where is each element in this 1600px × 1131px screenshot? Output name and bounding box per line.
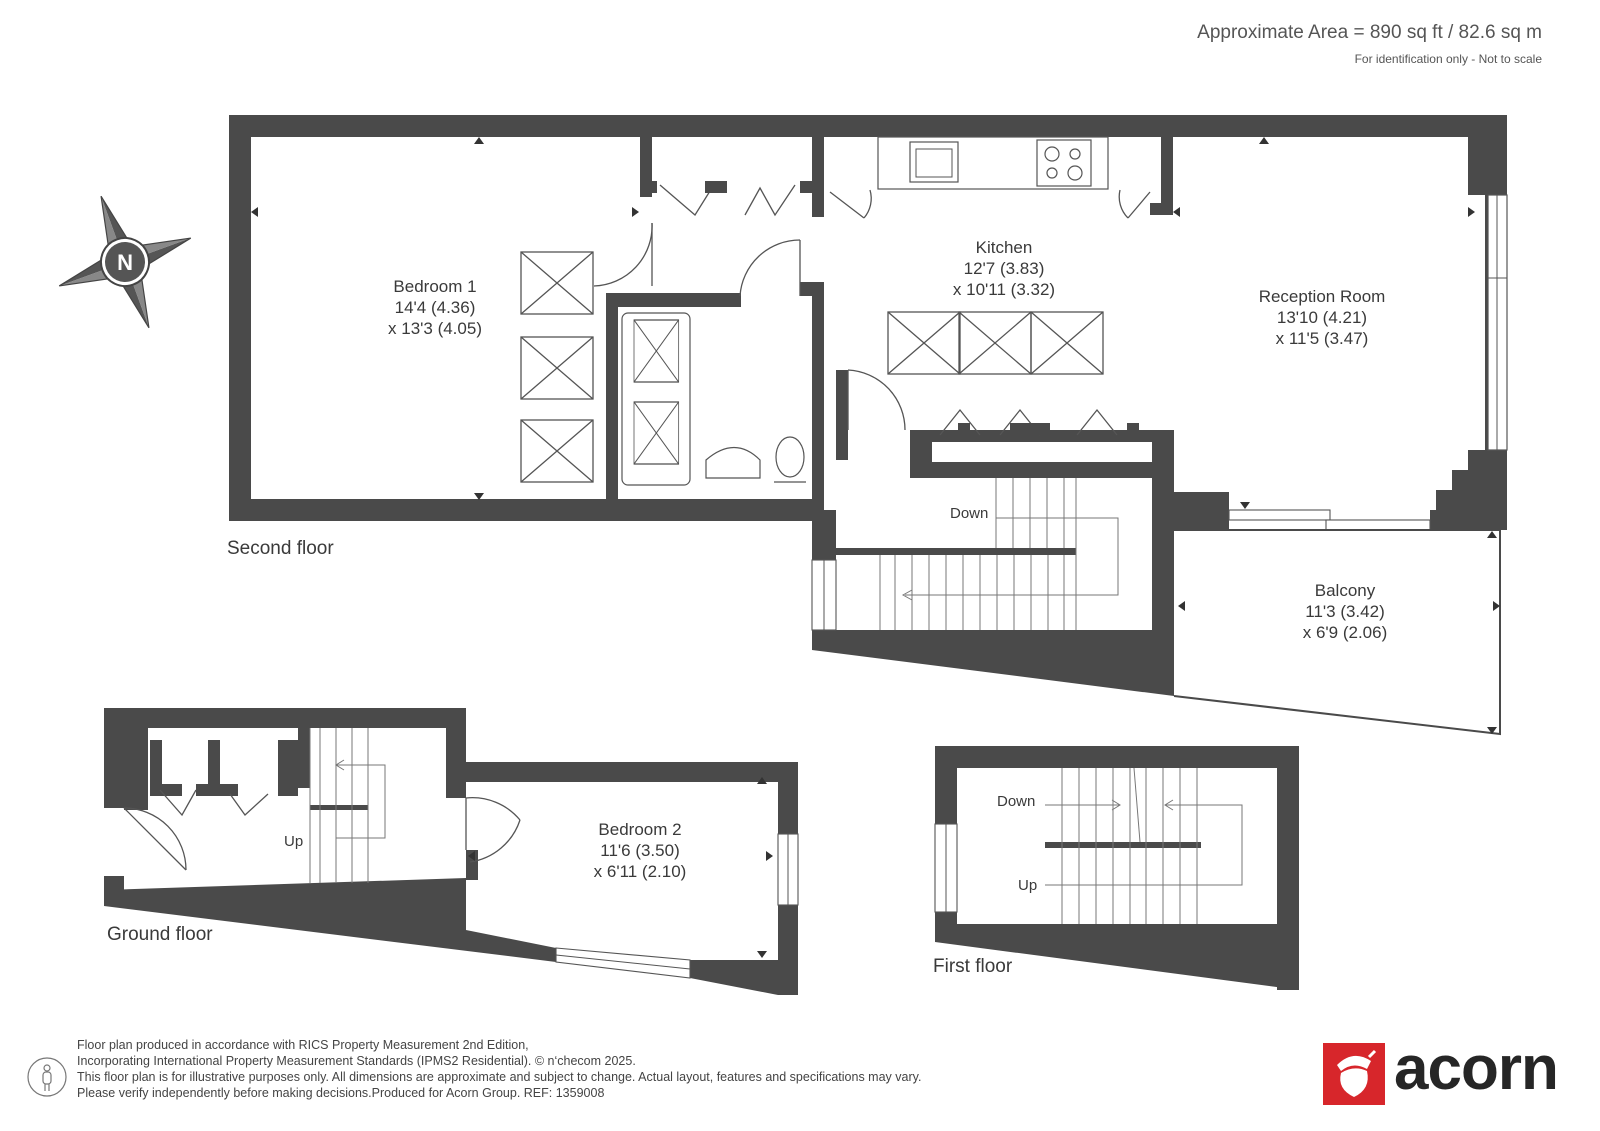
kitchen-skylights bbox=[888, 312, 1103, 374]
hob bbox=[1037, 140, 1091, 186]
acorn-logo-text: acorn bbox=[1394, 1034, 1558, 1103]
first-floor-walls bbox=[935, 746, 1299, 990]
balcony-name: Balcony bbox=[1314, 581, 1376, 600]
ground-floor-plan bbox=[104, 708, 798, 995]
footer-line-3: This floor plan is for illustrative purposes only. All dimensions are approximate and subject to change. Actual layout, features and specifications may vary. bbox=[77, 1070, 922, 1084]
second-floor-plan bbox=[227, 115, 1507, 734]
first-floor-label: First floor bbox=[933, 956, 1013, 977]
kitchen-sink bbox=[910, 142, 958, 182]
reception-name: Reception Room bbox=[1258, 287, 1386, 306]
bedroom1-skylights bbox=[521, 252, 593, 482]
bedroom1-dim2: x 13'3 (4.05) bbox=[388, 319, 482, 338]
second-floor-doors bbox=[594, 183, 1150, 435]
approximate-area: Approximate Area = 890 sq ft / 82.6 sq m bbox=[1197, 22, 1542, 43]
footer-line-4: Please verify independently before making decisions.Produced for Acorn Group. REF: 1359008 bbox=[77, 1086, 605, 1100]
balcony-dim2: x 6'9 (2.06) bbox=[1302, 623, 1388, 642]
footer-line-2: Incorporating International Property Measurement Standards (IPMS2 Residential). © n‘checom 2025. bbox=[77, 1054, 636, 1068]
ground-floor-doors bbox=[124, 790, 520, 870]
first-floor-stair-up: Up bbox=[1018, 877, 1038, 894]
second-floor-label: Second floor bbox=[227, 538, 334, 559]
kitchen-worktop bbox=[878, 137, 1108, 189]
kitchen-name: Kitchen bbox=[975, 238, 1033, 257]
balcony-door bbox=[1229, 510, 1330, 520]
footer-line-1: Floor plan produced in accordance with RICS Property Measurement 2nd Edition, bbox=[77, 1038, 529, 1052]
ground-floor-stair-up: Up bbox=[284, 833, 304, 850]
first-floor-plan bbox=[933, 746, 1299, 990]
bedroom1-dim1: 14'4 (4.36) bbox=[394, 298, 476, 317]
bedroom2-name: Bedroom 2 bbox=[598, 820, 682, 839]
reception-dim1: 13'10 (4.21) bbox=[1276, 308, 1368, 327]
ground-floor-label: Ground floor bbox=[107, 924, 213, 945]
bedroom1-name: Bedroom 1 bbox=[393, 277, 477, 296]
reception-dim2: x 11'5 (3.47) bbox=[1275, 329, 1369, 348]
footer-disclaimer bbox=[77, 1037, 921, 1101]
acorn-logo-icon bbox=[1323, 1043, 1385, 1105]
balcony-dim1: 11'3 (3.42) bbox=[1305, 602, 1385, 621]
kitchen-dim1: 12'7 (3.83) bbox=[963, 259, 1045, 278]
compass-letter: N bbox=[117, 250, 133, 275]
person-scale-icon bbox=[27, 1057, 67, 1097]
bedroom2-window-bottom bbox=[556, 948, 690, 978]
scale-note: For identification only - Not to scale bbox=[1354, 52, 1542, 66]
ground-floor-walls bbox=[104, 708, 798, 995]
second-floor-stair-down: Down bbox=[950, 505, 989, 522]
first-floor-stair-down: Down bbox=[997, 793, 1036, 810]
bedroom2-dim2: x 6'11 (2.10) bbox=[593, 862, 687, 881]
bathroom-fixtures bbox=[622, 313, 806, 485]
compass-icon bbox=[35, 172, 214, 351]
kitchen-dim2: x 10'11 (3.32) bbox=[952, 280, 1056, 299]
bedroom2-dim1: 11'6 (3.50) bbox=[600, 841, 680, 860]
